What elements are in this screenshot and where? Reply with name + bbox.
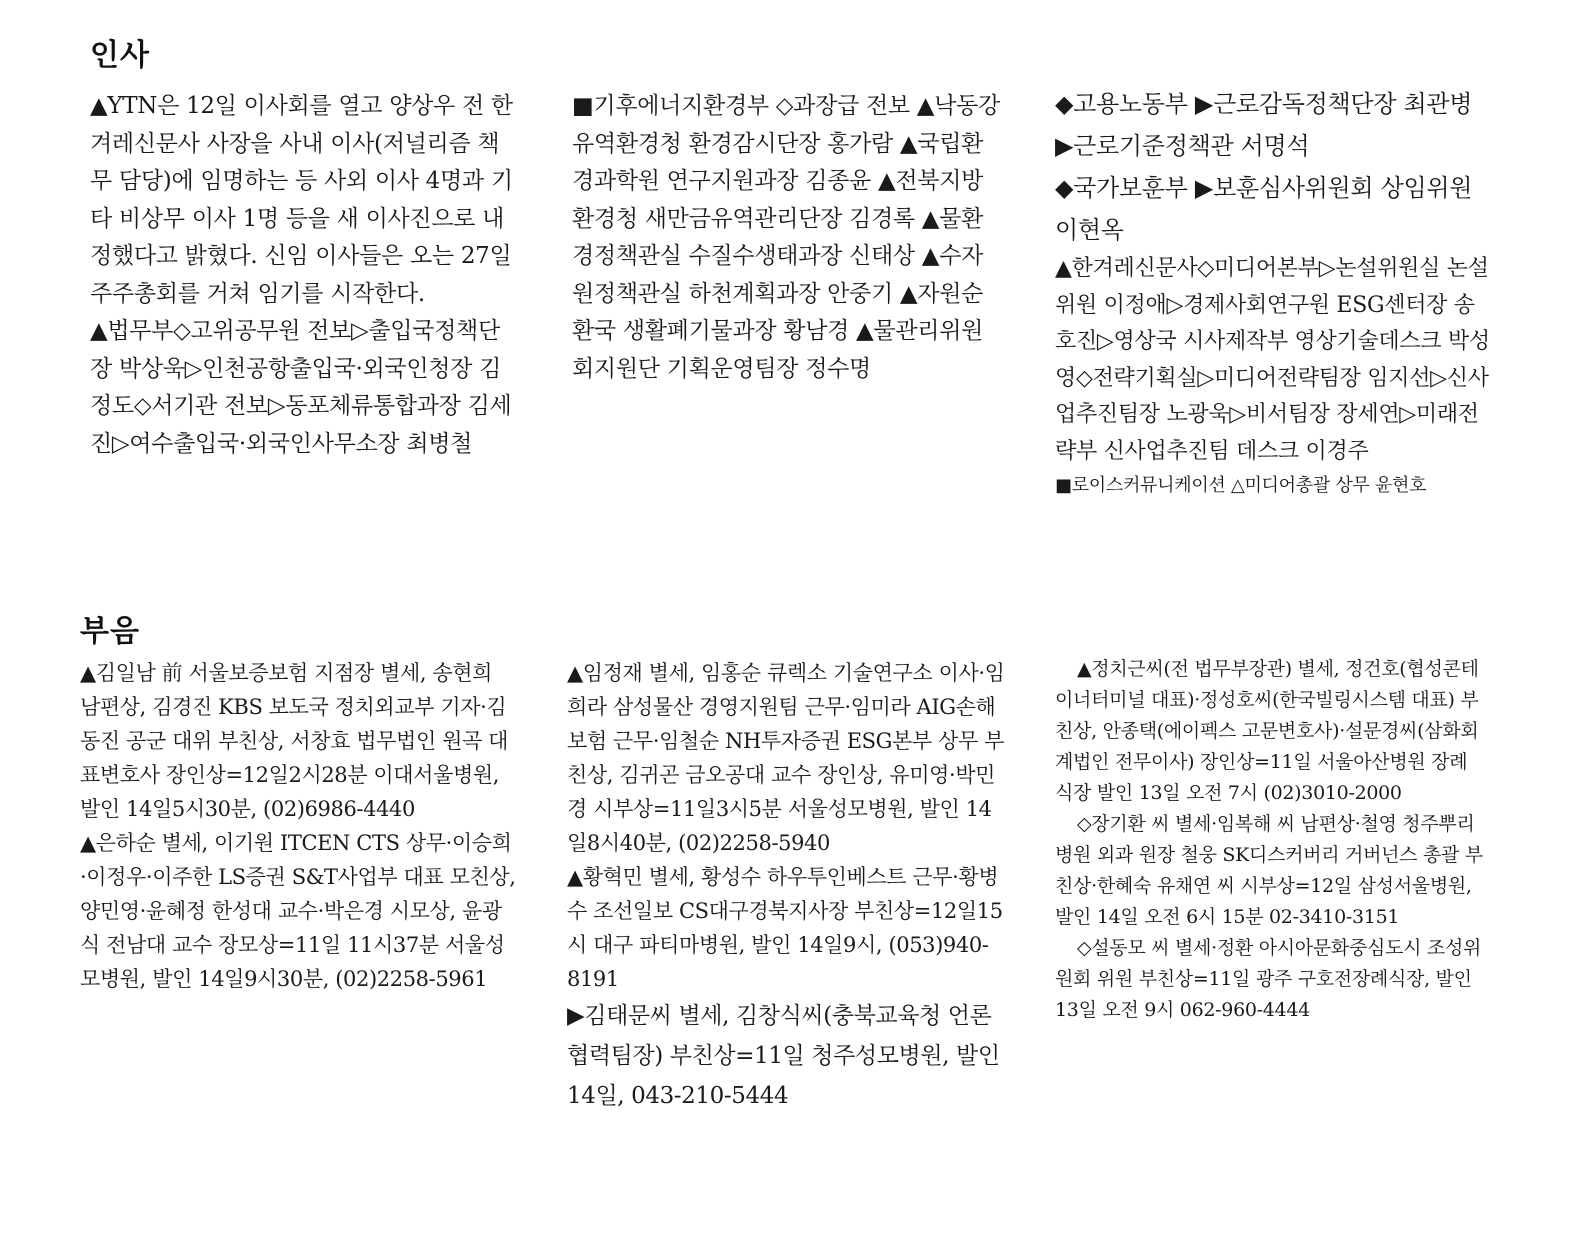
insa-column-3 [1055, 83, 1495, 502]
article-ytn: ▲YTN은 12일 이사회를 열고 양상우 전 한겨레신문사 사장을 사내 이사(저널리즘 책무 담당)에 임명하는 등 사외 이사 4명과 기타 비상무 이사 1명 등을 새 이사진으로 내정했다고 밝혔다. 신임 이사들은 오는 27일 주주총회를 거쳐 임기를 시작한다. [90, 93, 513, 307]
article-climate-ministry: ■기후에너지환경부 ◇과장급 전보 ▲낙동강유역환경청 환경감시단장 홍가람 ▲국립환경과학원 연구지원과장 김종윤 ▲전북지방환경청 새만금유역관리단장 김경록 ▲물환경정책관실 수질수생태과장 신태상 ▲수자원정책관실 하천계획과장 안중기 ▲자원순환국 생활폐기물과장 황남경 ▲물관리위원회지원단 기획운영팀장 정수명 [572, 93, 1000, 382]
obituary-jang-gihwan: ◇장기환 씨 별세·임복해 씨 남편상·철영 청주뿌리병원 외과 원장 철웅 SK디스커버리 거버넌스 총괄 부친상·한혜숙 유채연 씨 시부상=12일 삼성서울병원, 발인 14일 오전 6시 15분 02-3410-3151 [1055, 813, 1483, 928]
obituary-eun-hasun: ▲은하순 별세, 이기원 ITCEN CTS 상무·이승희·이정우·이주한 LS증권 S&T사업부 대표 모친상, 양민영·윤혜정 한성대 교수·박은경 시모상, 윤광식 전남대 교수 장모상=11일 11시37분 서울성모병원, 발인 14일9시30분, (02)2258-5961 [80, 831, 516, 991]
obituary-kim-taemun: ▶김태문씨 별세, 김창식씨(충북교육청 언론협력팀장) 부친상=11일 청주성모병원, 발인 14일, 043-210-5444 [567, 1003, 1000, 1109]
bueum-column-2 [567, 656, 1005, 1116]
article-ministry-justice: ▲법무부◇고위공무원 전보▷출입국정책단장 박상욱▷인천공항출입국·외국인청장 김정도◇서기관 전보▷동포체류통합과장 김세진▷여수출입국·외국인사무소장 최병철 [90, 318, 512, 457]
article-rois-communication: ■로이스커뮤니케이션 △미디어총괄 상무 윤현호 [1055, 475, 1427, 496]
obituary-jeong-chigeun: ▲정치근씨(전 법무부장관) 별세, 정건호(협성콘테이너터미널 대표)·정성호씨(한국빌링시스템 대표) 부친상, 안종택(에이펙스 고문변호사)·설문경씨(삼화회계법인 전무이사) 장인상=11일 서울아산병원 장례식장 발인 13일 오전 7시 (02)3010-2000 [1055, 658, 1479, 804]
insa-column-2 [572, 88, 1002, 388]
insa-column-1 [90, 88, 515, 463]
obituary-seol-dongmo: ◇설동모 씨 별세·정환 아시아문화중심도시 조성위원회 위원 부친상=11일 광주 구호전장례식장, 발인 13일 오전 9시 062-960-4444 [1055, 937, 1482, 1021]
section-title-bueum: 부음 [80, 614, 140, 649]
section-title-insa: 인사 [90, 38, 150, 73]
obituary-kim-ilnam: ▲김일남 前 서울보증보험 지점장 별세, 송현희 남편상, 김경진 KBS 보도국 정치외교부 기자·김동진 공군 대위 부친상, 서창효 법무법인 원곡 대표변호사 장인상=12일2시28분 이대서울병원, 발인 14일5시30분, (02)6986-4440 [80, 661, 509, 821]
obituary-lim-jeongjae: ▲임정재 별세, 임홍순 큐렉소 기술연구소 이사·임희라 삼성물산 경영지원팀 근무·임미라 AIG손해보험 근무·임철순 NH투자증권 ESG본부 상무 부친상, 김귀곤 금오공대 교수 장인상, 유미영·박민경 시부상=11일3시5분 서울성모병원, 발인 14일8시40분, (02)2258-5940 [567, 661, 1005, 855]
obituary-hwang-hyeokmin: ▲황혁민 별세, 황성수 하우투인베스트 근무·황병수 조선일보 CS대구경북지사장 부친상=12일15시 대구 파티마병원, 발인 14일9시, (053)940-8191 [567, 865, 1003, 991]
bueum-column-1 [80, 656, 517, 996]
article-hankyoreh: ▲한겨레신문사◇미디어본부▷논설위원실 논설위원 이정애▷경제사회연구원 ESG센터장 송호진▷영상국 시사제작부 영상기술데스크 박성영◇전략기획실▷미디어전략팀장 임지선▷신사업추진팀장 노광욱▷비서팀장 장세연▷미래전략부 신사업추진팀 데스크 이경주 [1055, 256, 1490, 464]
article-labor-ministry: ◆고용노동부 ▶근로감독정책단장 최관병 ▶근로기준정책관 서명석 [1055, 90, 1473, 160]
bueum-column-3 [1055, 654, 1485, 1026]
article-veterans-ministry: ◆국가보훈부 ▶보훈심사위원회 상임위원 이현옥 [1055, 174, 1473, 244]
